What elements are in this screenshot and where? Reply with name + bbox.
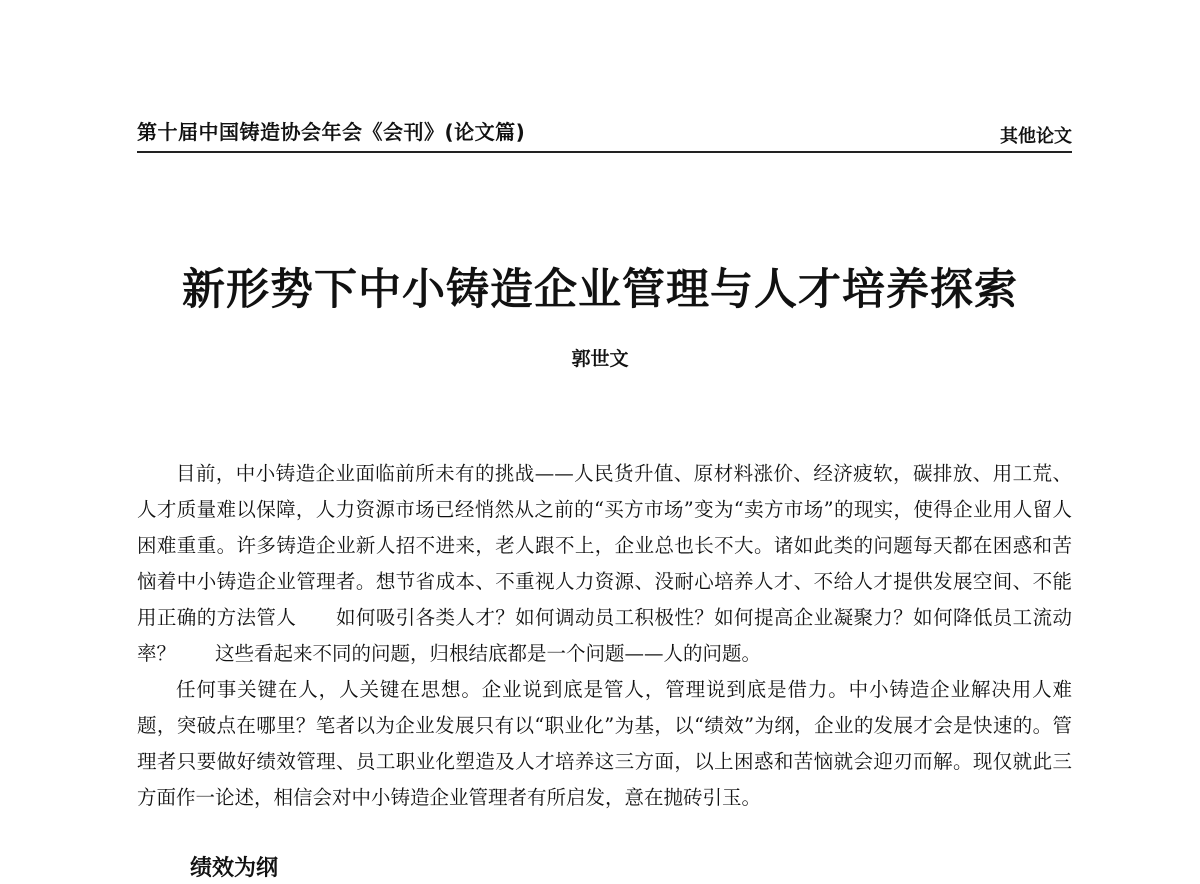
section-label: 其他论文 (1000, 126, 1072, 147)
section-heading: 绩效为纲 (190, 856, 279, 881)
article-body (137, 456, 1072, 816)
running-header (137, 116, 1072, 146)
article-author: 郭世文 (571, 348, 629, 370)
journal-title: 第十届中国铸造协会年会《会刊》(论文篇) (137, 120, 526, 144)
paragraph: 目前，中小铸造企业面临前所未有的挑战——人民货升值、原材料涨价、经济疲软，碳排放、用工荒、人才质量难以保障，人力资源市场已经悄然从之前的“买方市场”变为“卖方市场”的现实，使得企业用人留人困难重重。许多铸造企业新人招不进来，老人跟不上，企业总也长不大。诸如此类的问题每天都在困惑和苦恼着中小铸造企业管理者。想节省成本、不重视人力资源、没耐心培养人才、不给人才提供发展空间、不能用正确的方法管人 如何吸引各类人才？如何调动员工积极性？如何提高企业凝聚力？如何降低员工流动率？ 这些看起来不同的问题，归根结底都是一个问题——人的问题。 (137, 462, 1072, 665)
article-title: 新形势下中小铸造企业管理与人才培养探索 (182, 265, 1018, 315)
header-rule (137, 151, 1072, 153)
paragraph: 任何事关键在人，人关键在思想。企业说到底是管人，管理说到底是借力。中小铸造企业解决用人难题，突破点在哪里？笔者以为企业发展只有以“职业化”为基，以“绩效”为纲，企业的发展才会是快速的。管理者只要做好绩效管理、员工职业化塑造及人才培养这三方面，以上困惑和苦恼就会迎刃而解。现仅就此三方面作一论述，相信会对中小铸造企业管理者有所启发，意在抛砖引玉。 (137, 678, 1072, 809)
